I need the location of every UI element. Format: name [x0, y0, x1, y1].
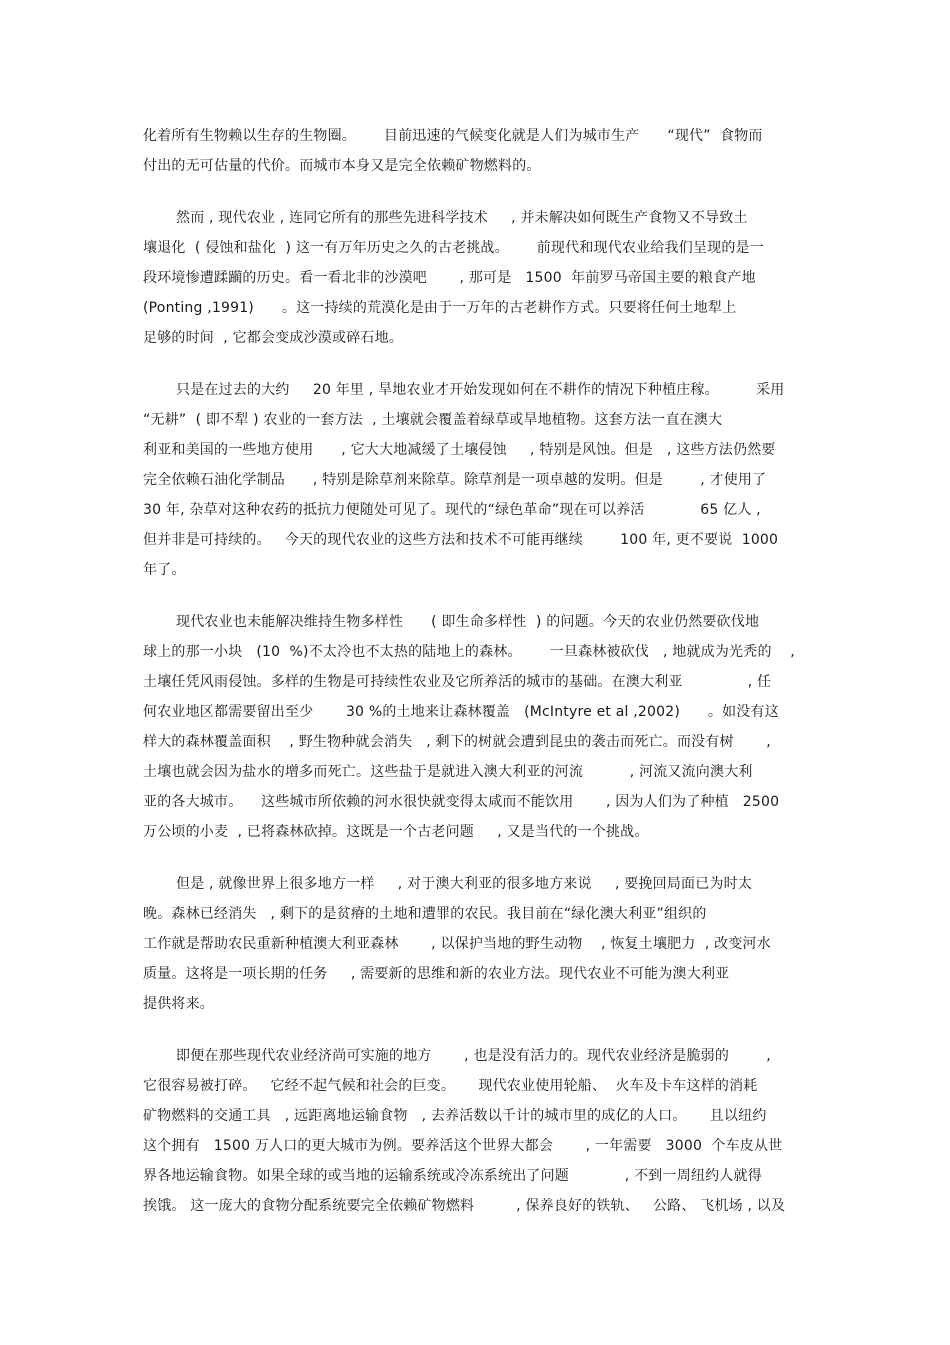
paragraph-first-line: 现代农业也未能解决维持生物多样性 ( 即生命多样性 ) 的问题。今天的农业仍然要砍伐地: [176, 614, 760, 630]
text-line: 土壤也就会因为盐水的增多而死亡。这些盐于是就进入澳大利亚的河流 , 河流又流向澳大利: [143, 764, 753, 780]
text-line: 样大的森林覆盖面积 , 野生物种就会消失 , 剩下的树就会遭到昆虫的袭击而死亡。而没有树 ,: [143, 734, 771, 750]
text-line: 付出的无可估量的代价。而城市本身又是完全依赖矿物燃料的。: [143, 158, 541, 174]
text-line: 完全依赖石油化学制品 , 特别是除草剂来除草。除草剂是一项卓越的发明。但是 , 才使用了: [143, 472, 767, 488]
text-line: 万公顷的小麦 , 已将森林砍掉。这既是一个古老问题 , 又是当代的一个挑战。: [143, 824, 649, 840]
paragraph-first-line: 即便在那些现代农业经济尚可实施的地方 , 也是没有活力的。现代农业经济是脆弱的 ,: [176, 1048, 771, 1064]
text-line: 何农业地区都需要留出至少 30 %的土地来让森林覆盖 (McIntyre et al ,2002) 。如没有这: [143, 704, 779, 720]
text-line: 年了。: [143, 562, 186, 578]
text-line: 30 年, 杂草对这种农药的抵抗力便随处可见了。现代的“绿色革命”现在可以养活 65 亿人 ,: [143, 502, 761, 518]
text-line: 质量。这将是一项长期的任务 , 需要新的思维和新的农业方法。现代农业不可能为澳大利亚: [143, 966, 730, 982]
text-line: 它很容易被打碎。 它经不起气候和社会的巨变。 现代农业使用轮船、 火车及卡车这样的消耗: [143, 1078, 758, 1094]
text-line: 工作就是帮助农民重新种植澳大利亚森林 , 以保护当地的野生动物 , 恢复土壤肥力 , 改变河水: [143, 936, 771, 952]
paragraph-first-line: 然而 , 现代农业 , 连同它所有的那些先进科学技术 , 并未解决如何既生产食物又不导致土: [176, 210, 748, 226]
text-line: 化着所有生物赖以生存的生物圈。 目前迅速的气候变化就是人们为城市生产 “现代” 食物而: [143, 128, 763, 144]
text-line: 挨饿。 这一庞大的食物分配系统要完全依赖矿物燃料 , 保养良好的铁轨、 公路、 飞机场 , 以及: [143, 1198, 786, 1214]
text-line: 壤退化 ( 侵蚀和盐化 ) 这一有万年历史之久的古老挑战。 前现代和现代农业给我们呈现的是一: [143, 240, 764, 256]
text-line: 足够的时间 , 它都会变成沙漠或碎石地。: [143, 330, 403, 346]
paragraph-first-line: 只是在过去的大约 20 年里 , 旱地农业才开始发现如何在不耕作的情况下种植庄稼。 采用: [176, 382, 785, 398]
text-line: “无耕” ( 即不犁 ) 农业的一套方法 , 土壤就会覆盖着绿草或旱地植物。这套方法一直在澳大: [143, 412, 723, 428]
text-line: 亚的各大城市。 这些城市所依赖的河水很快就变得太咸而不能饮用 , 因为人们为了种植 2500: [143, 794, 780, 810]
text-line: 段环境惨遭蹂躏的历史。看一看北非的沙漠吧 , 那可是 1500 年前罗马帝国主要的粮食产地: [143, 270, 756, 286]
text-line: 晚。森林已经消失 , 剩下的是贫瘠的土地和遭罪的农民。我目前在“绿化澳大利亚”组织的: [143, 906, 707, 922]
text-line: 土壤任凭风雨侵蚀。多样的生物是可持续性农业及它所养活的城市的基础。在澳大利亚 , 任: [143, 674, 772, 690]
text-line: 利亚和美国的一些地方使用 , 它大大地减缓了土壤侵蚀 , 特别是风蚀。但是 , 这些方法仍然要: [143, 442, 776, 458]
text-line: 球上的那一小块 (10 %)不太冷也不太热的陆地上的森林。 一旦森林被砍伐 , 地就成为光秃的 ,: [143, 644, 795, 660]
text-line: (Ponting ,1991) 。这一持续的荒漠化是由于一万年的古老耕作方式。只要将任何土地犁上: [143, 300, 737, 316]
text-line: 这个拥有 1500 万人口的更大城市为例。要养活这个世界大都会 , 一年需要 3000 个车皮从世: [143, 1138, 783, 1154]
text-line: 矿物燃料的交通工具 , 远距离地运输食物 , 去养活数以千计的城市里的成亿的人口。 且以纽约: [143, 1108, 767, 1124]
text-line: 但并非是可持续的。 今天的现代农业的这些方法和技术不可能再继续 100 年, 更不要说 1000: [143, 532, 779, 548]
paragraph-first-line: 但是 , 就像世界上很多地方一样 , 对于澳大利亚的很多地方来说 , 要挽回局面已为时太: [176, 876, 753, 892]
text-line: 界各地运输食物。如果全球的或当地的运输系统或冷冻系统出了问题 , 不到一周纽约人就得: [143, 1168, 762, 1184]
text-line: 提供将来。: [143, 996, 214, 1012]
